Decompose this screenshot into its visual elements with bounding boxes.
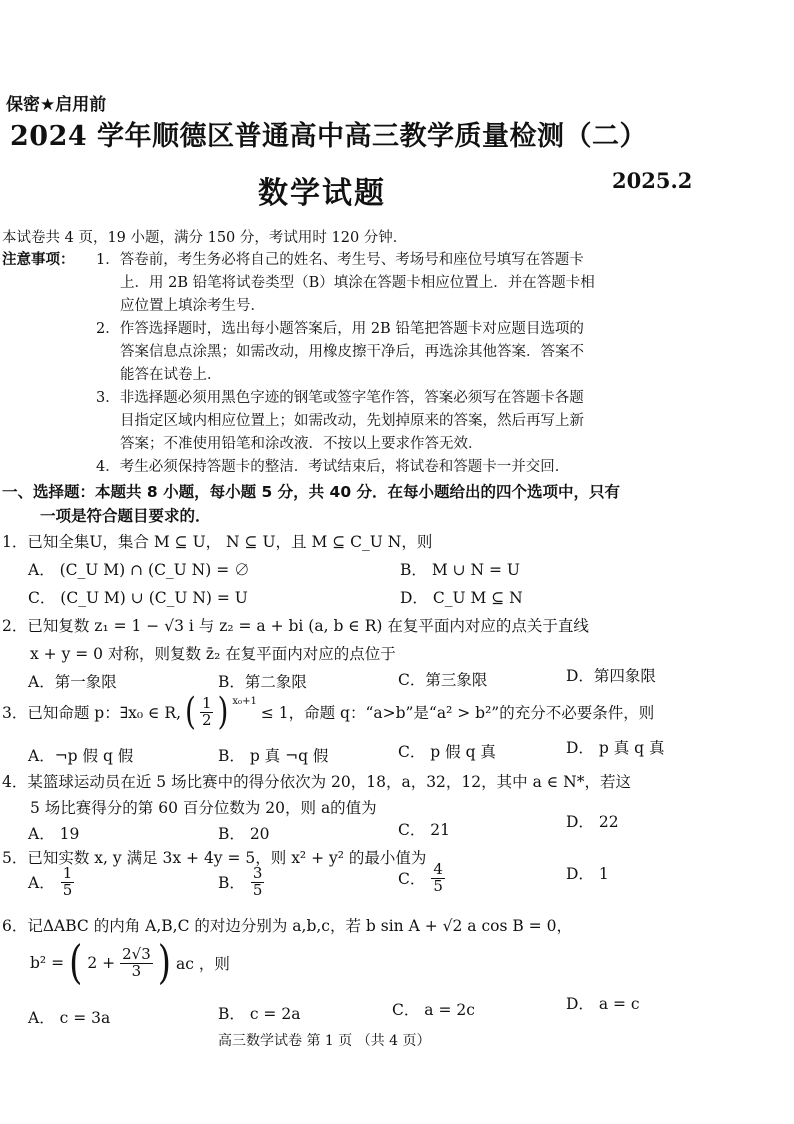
q3-frac-denominator: 2 xyxy=(201,710,212,729)
q5-a-label: A． xyxy=(28,874,55,893)
q5-option-b xyxy=(218,866,264,899)
q5-b-numerator: 3 xyxy=(252,864,263,882)
q6-left-paren: ( xyxy=(69,936,83,990)
q6-stem-end: ac ，则 xyxy=(176,955,230,973)
q3-frac-numerator: 1 xyxy=(201,694,212,712)
exam-date: 2025.2 xyxy=(612,168,693,193)
q6-frac-numerator: 2√3 xyxy=(122,944,151,963)
notes-label: 注意事项： xyxy=(2,251,75,268)
exam-title: 2024 学年顺德区普通高中高三教学质量检测（二） xyxy=(10,121,648,152)
q6-right-paren: ) xyxy=(157,936,172,990)
section-heading-cont: 一项是符合题目要求的． xyxy=(40,507,211,525)
q6-option-c: C． a = 2c xyxy=(392,1001,475,1019)
q3-exponent: x₀+1 xyxy=(232,696,257,707)
q1-option-a: A． (C_U M) ∩ (C_U N) = ∅ xyxy=(28,561,250,579)
question-1-stem: 1．已知全集U，集合 M ⊆ U， N ⊆ U，且 M ⊆ C_U N，则 xyxy=(2,533,433,551)
note-line: 答案；不准使用铅笔和涂改液．不按以上要求作答无效． xyxy=(120,436,483,452)
q4-option-b: B． 20 xyxy=(218,825,270,843)
question-4-stem: 4．某篮球运动员在近 5 场比赛中的得分依次为 20，18，a，32，12，其中 a ∈ N*，若这 xyxy=(2,773,631,791)
note-line: 答案信息点涂黑；如需改动，用橡皮擦干净后，再选涂其他答案．答案不 xyxy=(120,344,584,360)
q1-option-d: D． C_U M ⊆ N xyxy=(400,589,523,607)
question-5-stem: 5．已知实数 x, y 满足 3x + 4y = 5，则 x² + y² 的最小值为 xyxy=(2,849,427,867)
note-line: 1．答卷前，考生务必将自己的姓名、考生号、考场号和座位号填写在答题卡 xyxy=(96,252,584,268)
q2-option-d: D．第四象限 xyxy=(566,667,656,685)
subject-title: 数学试题 xyxy=(258,176,386,211)
secrecy-label: 保密★启用前 xyxy=(6,95,107,115)
q6-b-squared: b² = xyxy=(30,954,65,972)
q3-option-b: B． p 真 ¬q 假 xyxy=(218,747,329,765)
q5-a-denominator: 5 xyxy=(62,880,73,899)
q6-two-plus: 2 + xyxy=(87,954,116,972)
note-line: 4．考生必须保持答题卡的整洁．考试结束后，将试卷和答题卡一并交回． xyxy=(96,459,570,475)
q4-option-a: A． 19 xyxy=(28,825,80,843)
q5-c-fraction xyxy=(431,862,445,895)
q5-c-numerator: 4 xyxy=(433,860,443,878)
question-2-stem-cont: x + y = 0 对称，则复数 z̄₂ 在复平面内对应的点位于 xyxy=(30,645,396,663)
q5-option-d: D． 1 xyxy=(566,865,609,883)
q1-option-b: B． M ∪ N = U xyxy=(400,561,520,579)
note-line: 目指定区域内相应位置上；如需改动，先划掉原来的答案，然后再写上新 xyxy=(120,413,584,429)
note-line: 2．作答选择题时，选出每小题答案后，用 2B 铅笔把答题卡对应题目选项的 xyxy=(96,321,584,337)
q6-option-a: A． c = 3a xyxy=(28,1009,111,1027)
q5-a-numerator: 1 xyxy=(62,864,73,882)
q3-option-c: C． p 假 q 真 xyxy=(398,743,496,761)
q6-frac-denominator: 3 xyxy=(131,961,142,980)
note-line: 应位置上填涂考生号． xyxy=(120,298,265,314)
q5-b-label: B． xyxy=(218,874,245,893)
note-line: 上．用 2B 铅笔将试卷类型（B）填涂在答题卡相应位置上．并在答题卡相 xyxy=(120,275,595,291)
q5-a-fraction xyxy=(61,866,75,899)
question-3-stem xyxy=(2,689,655,734)
q5-option-a xyxy=(28,866,74,899)
q6-option-b: B． c = 2a xyxy=(218,1005,301,1023)
q3-stem-end: ≤ 1，命题 q：“a>b”是“a² > b²”的充分不必要条件，则 xyxy=(260,704,655,723)
q3-stem-start: 3．已知命题 p：∃x₀ ∈ R, xyxy=(2,704,181,723)
q3-option-d: D． p 真 q 真 xyxy=(566,739,665,757)
section-heading: 一、选择题：本题共 8 小题，每小题 5 分，共 40 分．在每小题给出的四个选项中，只有 xyxy=(2,483,621,501)
q2-option-b: B．第二象限 xyxy=(218,673,307,691)
q5-b-fraction xyxy=(251,866,265,899)
q2-option-a: A．第一象限 xyxy=(28,673,117,691)
q4-option-c: C． 21 xyxy=(398,821,451,839)
question-6-stem: 6．记ΔABC 的内角 A,B,C 的对边分别为 a,b,c，若 b sin A + √2 a cos B = 0， xyxy=(2,917,572,935)
note-line: 3．非选择题必须用黑色字迹的钢笔或签字笔作答，答案必须写在答题卡各题 xyxy=(96,390,584,406)
q5-option-c xyxy=(398,862,445,895)
question-6-stem-cont xyxy=(30,936,230,990)
question-4-stem-cont: 5 场比赛得分的第 60 百分位数为 20，则 a的值为 xyxy=(30,799,377,817)
q4-option-d: D． 22 xyxy=(566,813,619,831)
q3-fraction xyxy=(200,696,214,729)
q3-option-a: A．¬p 假 q 假 xyxy=(28,747,134,765)
q6-option-d: D． a = c xyxy=(566,995,640,1013)
note-line: 能答在试卷上． xyxy=(120,367,222,383)
intro-text: 本试卷共 4 页，19 小题，满分 150 分，考试用时 120 分钟． xyxy=(2,230,408,246)
q3-right-paren: ) xyxy=(217,689,229,734)
q5-c-denominator: 5 xyxy=(433,876,443,895)
q1-option-c: C． (C_U M) ∪ (C_U N) = U xyxy=(28,589,248,607)
q3-left-paren: ( xyxy=(185,689,196,734)
q6-fraction xyxy=(120,944,153,980)
page-footer: 高三数学试卷 第 1 页 （共 4 页） xyxy=(218,1033,431,1049)
question-2-stem: 2．已知复数 z₁ = 1 − √3 i 与 z₂ = a + bi (a, b ∈ R) 在复平面内对应的点关于直线 xyxy=(2,617,589,635)
q2-option-c: C．第三象限 xyxy=(398,671,488,689)
q5-c-label: C． xyxy=(398,870,426,889)
q5-b-denominator: 5 xyxy=(252,880,263,899)
